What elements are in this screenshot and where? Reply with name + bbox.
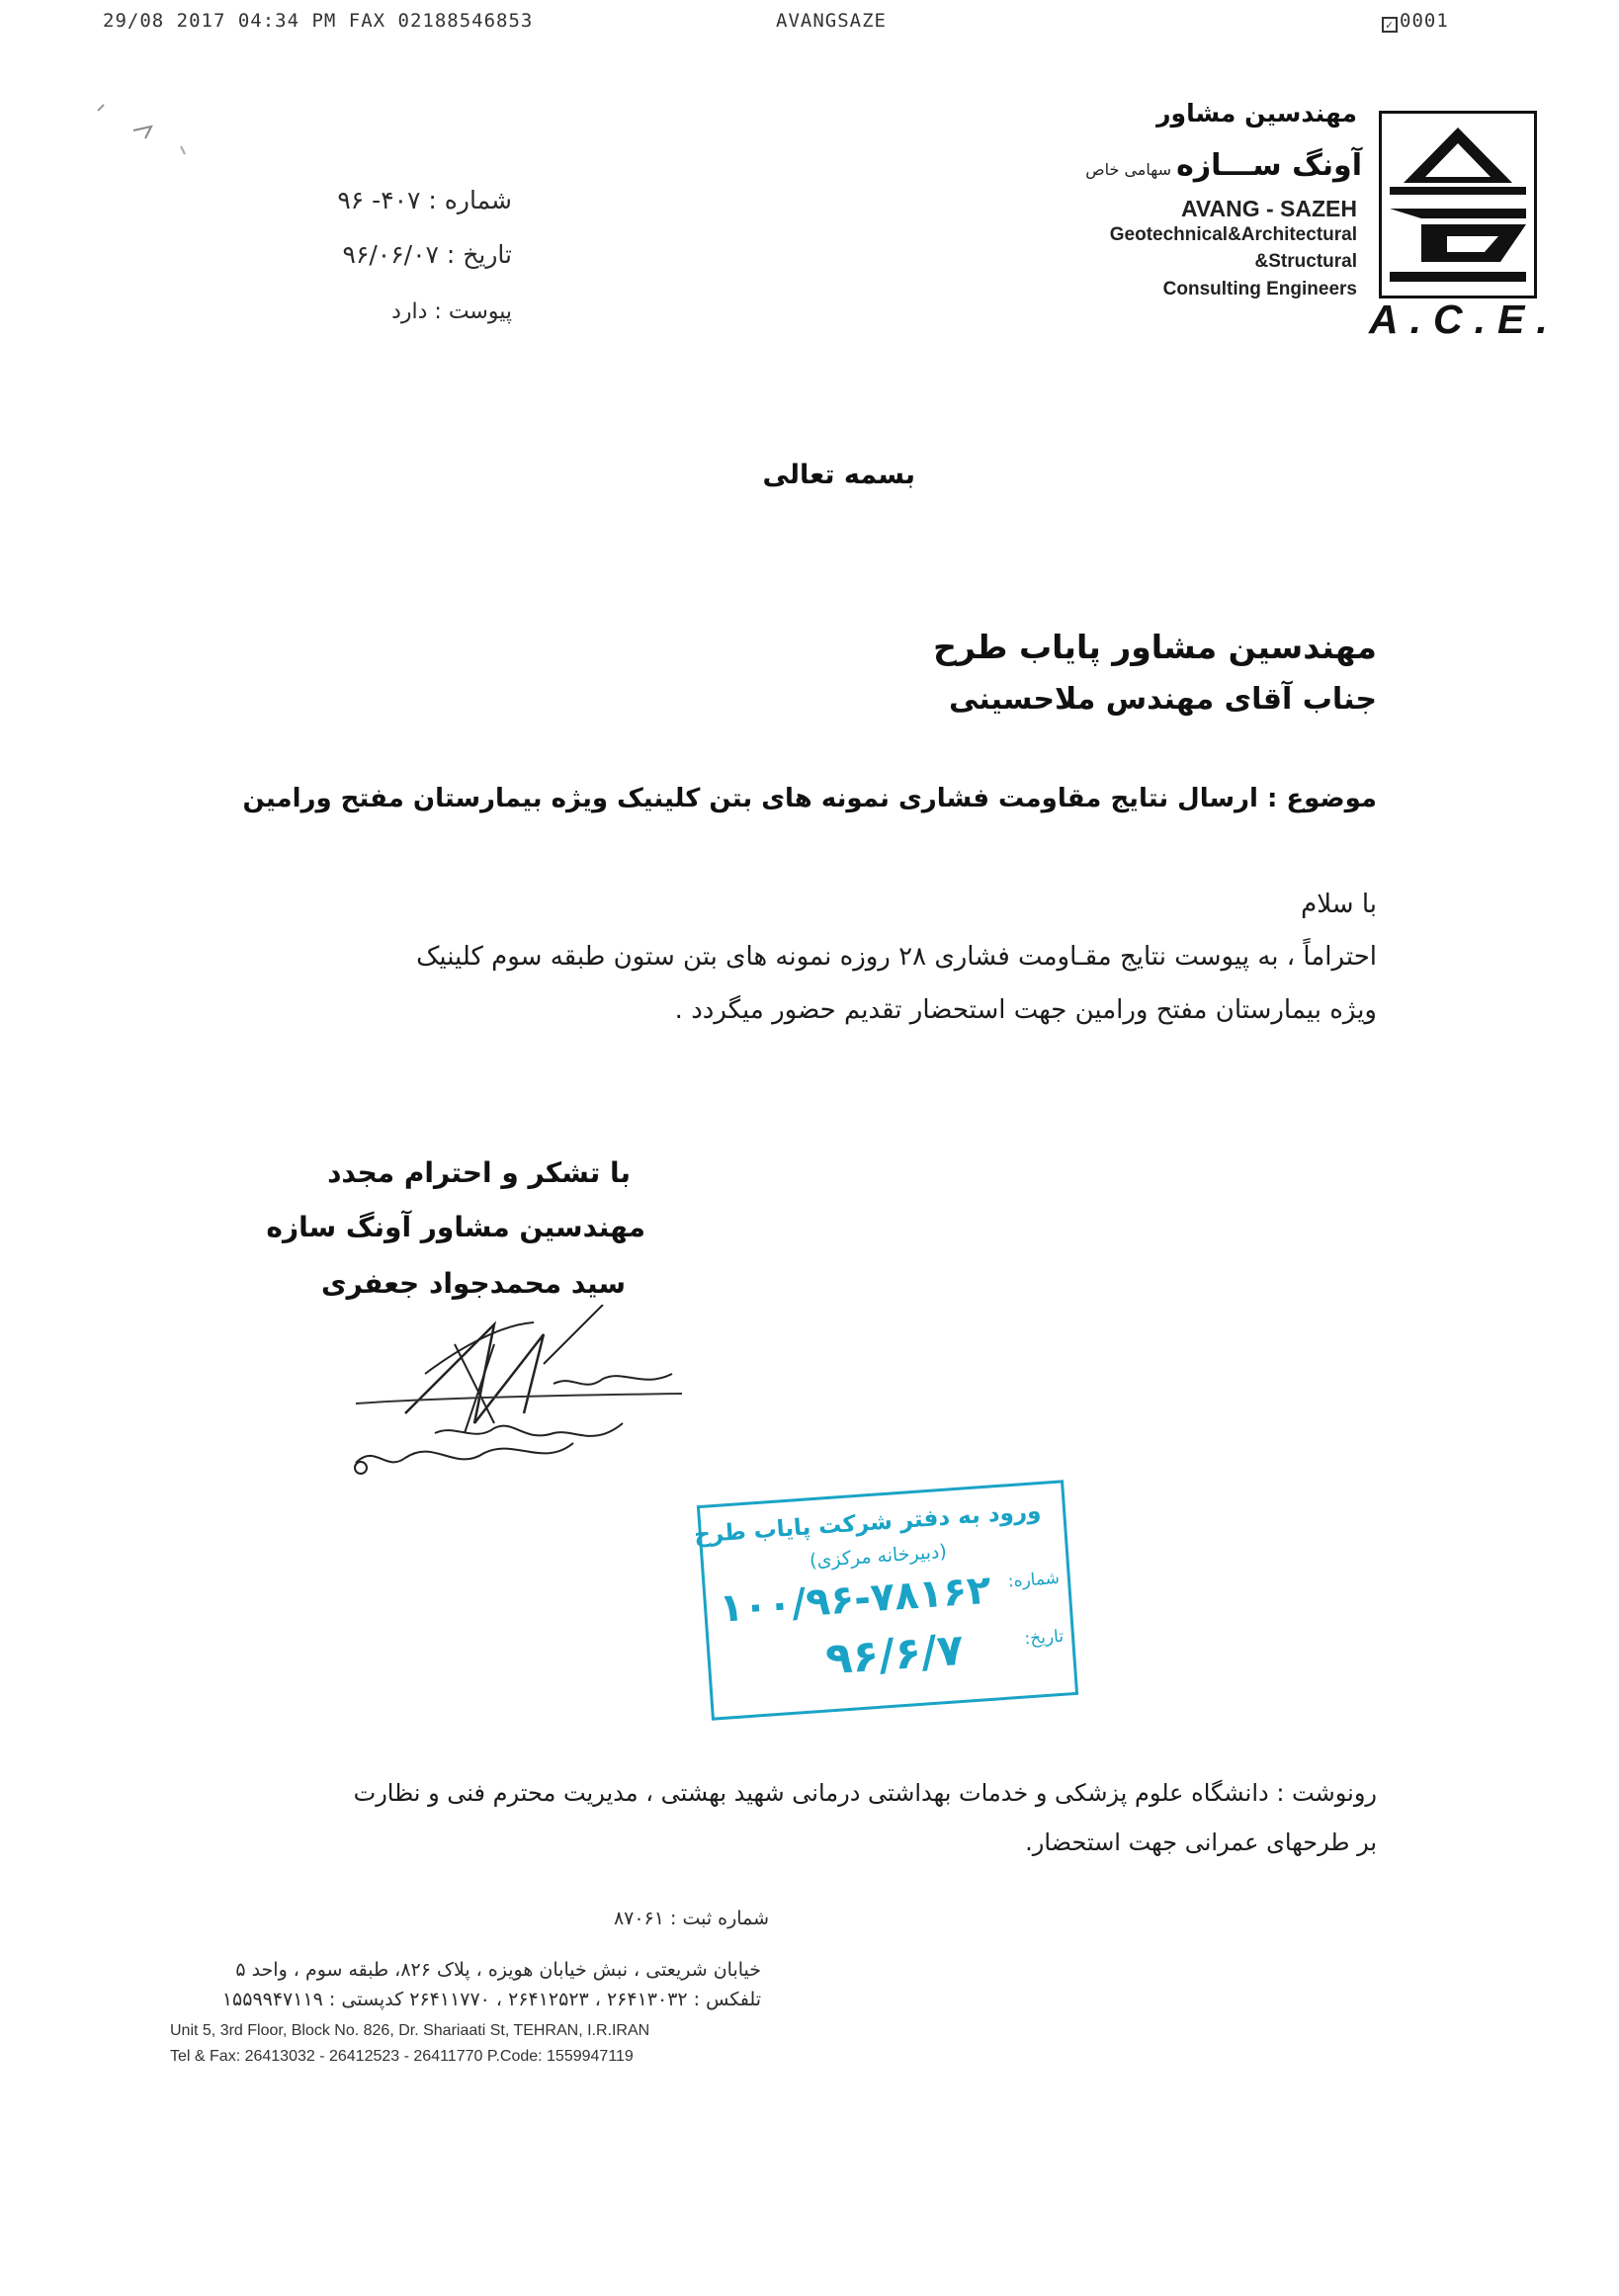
footer-phones-en: Tel & Fax: 26413032 - 26412523 - 26411770 P.Code: 1559947119: [170, 2048, 634, 2065]
firm-title: مهندسین مشاور: [1156, 99, 1357, 128]
recipient-company: مهندسین مشاور پایاب طرح: [933, 628, 1377, 666]
invocation: بسمه تعالی: [762, 460, 915, 490]
firm-logo: [1379, 111, 1537, 298]
firm-logo-mark: [1382, 114, 1534, 296]
firm-specialty-3: Consulting Engineers: [1162, 279, 1357, 299]
closing-signatory: سید محمدجواد جعفری: [320, 1267, 626, 1300]
footer-registration: شماره ثبت : ۸۷۰۶۱: [613, 1908, 769, 1929]
stamp-title: ورود به دفتر شرکت پایاب طرح: [693, 1497, 1043, 1549]
closing-firm: مهندسین مشاور آونگ سازه: [266, 1211, 645, 1243]
incoming-stamp: [693, 1480, 1078, 1720]
firm-abbreviation: A.C.E.: [1369, 297, 1560, 342]
firm-name-fa: آونگ ســـازه سهامی خاص: [1085, 148, 1362, 183]
letter-date: تاریخ : ۹۶/۰۶/۰۷: [342, 240, 512, 269]
letter-subject: موضوع : ارسال نتایج مقاومت فشاری نمونه های بتن کلینیک ویژه بیمارستان مفتح ورامین: [242, 784, 1377, 813]
letter-number: شماره : ۴۰۷- ۹۶: [337, 186, 512, 214]
fax-page: ✓ 0001: [1382, 10, 1449, 36]
stray-marks: [94, 99, 203, 168]
letter-attachment: پیوست : دارد: [391, 299, 512, 324]
body-line-2: ویژه بیمارستان مفتح ورامین جهت استحضار تقدیم حضور میگردد .: [674, 995, 1377, 1025]
firm-name-en: AVANG - SAZEH: [1180, 196, 1357, 221]
stamp-subtitle: (دبیرخانه مرکزی): [809, 1540, 948, 1573]
signature: [346, 1305, 702, 1492]
footer-phones-fa: تلفکس : ۲۶۴۱۳۰۳۲ ، ۲۶۴۱۲۵۲۳ ، ۲۶۴۱۱۷۷۰ کدپستی : ۱۵۵۹۹۴۷۱۱۹: [221, 1989, 761, 2010]
cc-line-2: بر طرحهای عمرانی جهت استحضار.: [1025, 1828, 1377, 1856]
greeting: با سلام: [1301, 890, 1377, 919]
fax-check-icon: ✓: [1382, 17, 1398, 33]
firm-specialty-1: Geotechnical&Architectural: [1109, 224, 1357, 245]
firm-specialty-2: &Structural: [1254, 251, 1357, 272]
stamp-number-label: شماره:: [1007, 1568, 1061, 1592]
fax-datetime: 29/08 2017 04:34 PM FAX 02188546853: [103, 10, 534, 32]
cc-line-1: رونوشت : دانشگاه علوم پزشکی و خدمات بهداشتی درمانی شهید بهشتی ، مدیریت محترم فنی و نظارت: [353, 1779, 1377, 1807]
stamp-date-value: ۹۶/۶/۷: [823, 1624, 966, 1685]
body-line-1: احتراماً ، به پیوست نتایج مقـاومت فشاری ۲۸ روزه نمونه های بتن ستون طبقه سوم کلینیک: [416, 942, 1377, 972]
stamp-number-value: ۱۰۰/۹۶-۷۸۱۶۲: [718, 1567, 993, 1632]
footer-address-fa: خیابان شریعتی ، نبش خیابان هویزه ، پلاک ۸۲۶، طبقه سوم ، واحد ۵: [235, 1959, 761, 1981]
footer-address-en: Unit 5, 3rd Floor, Block No. 826, Dr. Shariaati St, TEHRAN, I.R.IRAN: [170, 2022, 650, 2039]
recipient-person: جناب آقای مهندس ملاحسینی: [949, 682, 1377, 717]
fax-sender: AVANGSAZE: [776, 10, 887, 32]
stamp-date-label: تاریخ:: [1023, 1626, 1065, 1650]
closing-regards: با تشکر و احترام مجدد: [327, 1156, 631, 1189]
